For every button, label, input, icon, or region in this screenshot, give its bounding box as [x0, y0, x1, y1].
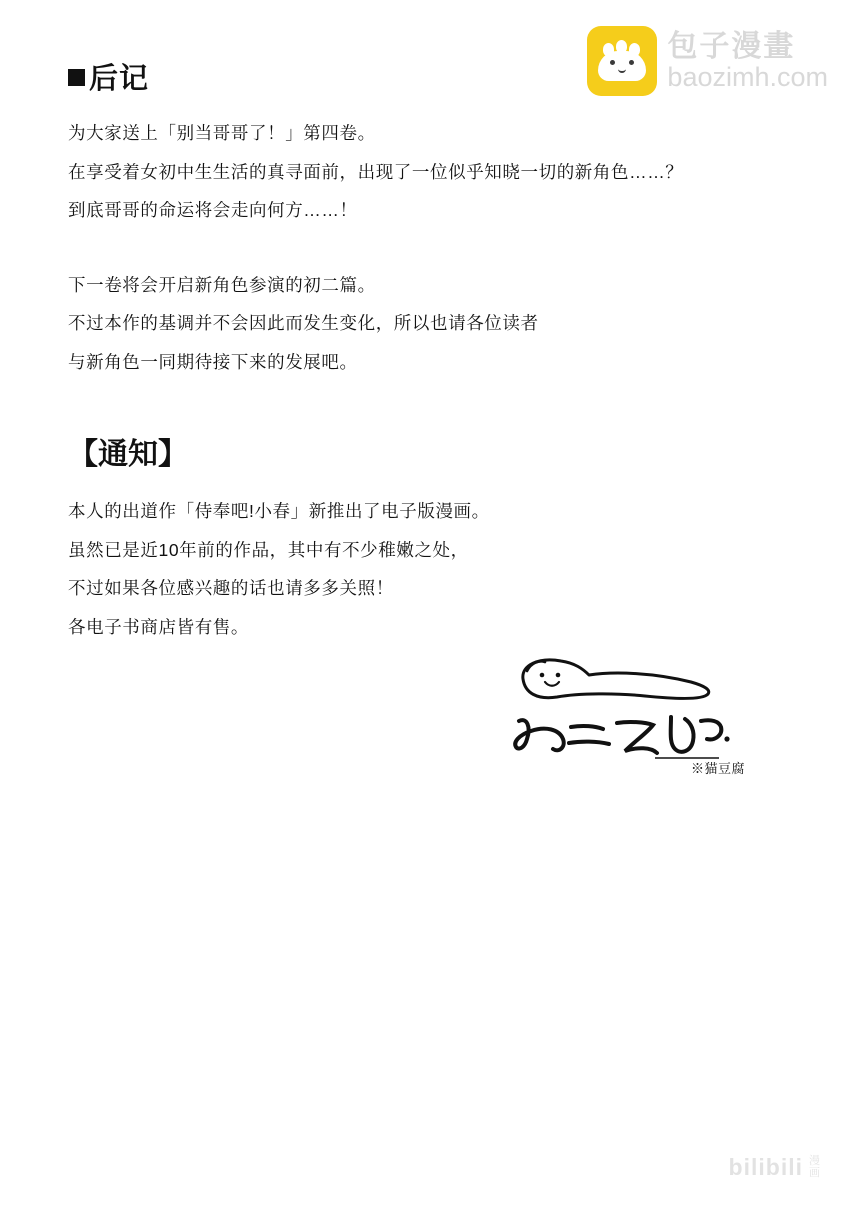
- signature-note: ※猫豆腐: [690, 761, 745, 776]
- afterword-p1-line3: 到底哥哥的命运将会走向何方……！: [68, 200, 358, 220]
- notice-line4: 各电子书商店皆有售。: [68, 616, 249, 637]
- notice-heading: 【通知】: [68, 438, 188, 471]
- bilibili-watermark: [729, 1154, 820, 1181]
- bilibili-brand-cn-line1: 漫: [809, 1154, 820, 1167]
- afterword-p2-line1: 下一卷将会开启新角色参演的初二篇。: [68, 274, 376, 295]
- afterword-p1-line2: 在享受着女初中生生活的真寻面前，出现了一位似乎知晓一切的新角色……？: [68, 161, 684, 182]
- notice-line3: 不过如果各位感兴趣的话也请多多关照！: [68, 578, 394, 598]
- afterword-heading: [68, 56, 768, 97]
- filled-square-icon: [68, 69, 85, 86]
- page-content: [68, 56, 768, 657]
- notice-line1: 本人的出道作「侍奉吧!小春」新推出了电子版漫画。: [68, 501, 490, 521]
- afterword-p2-line2: 不过本作的基调并不会因此而发生变化，所以也请各位读者: [68, 313, 539, 333]
- afterword-p1-line1: 为大家送上「别当哥哥了！」第四卷。: [68, 123, 376, 143]
- bilibili-brand: bilibili: [728, 1154, 803, 1180]
- afterword-p2-line3: 与新角色一同期待接下来的发展吧。: [68, 351, 358, 372]
- watermark-brand-cn: 包子漫畫: [667, 30, 796, 64]
- handwritten-signature-icon: [505, 655, 745, 795]
- bilibili-brand-cn: [809, 1156, 820, 1179]
- watermark-brand-url: baozimh.com: [667, 61, 828, 92]
- notice-line2: 虽然已是近10年前的作品，其中有不少稚嫩之处，: [68, 539, 469, 560]
- bilibili-brand-cn-line2: 画: [809, 1166, 820, 1179]
- afterword-heading-label: 后记: [89, 63, 150, 95]
- paragraph-spacer: [68, 241, 768, 277]
